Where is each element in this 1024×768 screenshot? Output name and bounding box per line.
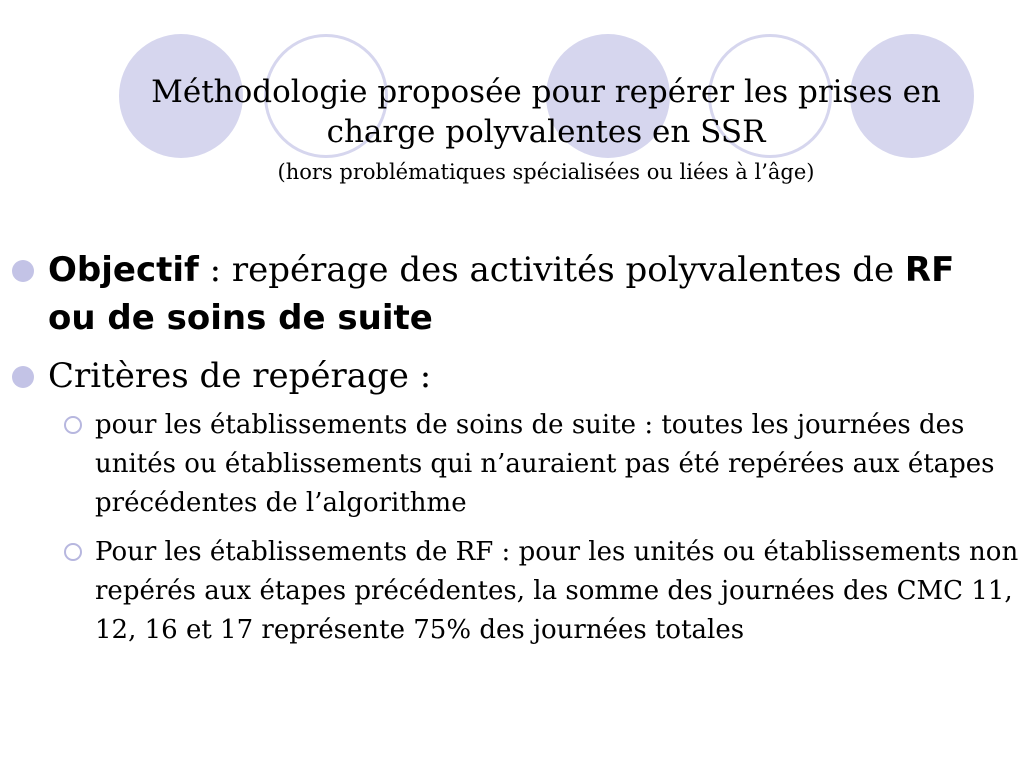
subbullet-soins-suite [64,406,1024,523]
subbullet-text: Pour les établissements de RF : pour les unités ou établissements non repérés aux étapes précédentes, la somme des journées des CMC 11, 12, 16 et 17 représente 75% des journées totales [95,537,1019,645]
bullet-sep: : repérage des activités polyvalentes de [198,250,905,290]
subbullet-text: pour les établissements de soins de suite : toutes les journées des unités ou établissements qui n’auraient pas été repérées aux étapes précédentes de l’algorithme [95,410,995,518]
bullet-objectif [12,246,1012,342]
bullet-tail: RF ou de soins de suite [48,250,955,338]
bullet-criteres [12,352,1012,400]
bullet-label: Objectif [48,250,199,290]
bullet-ring-icon [64,416,82,434]
bullet-text [48,246,1012,342]
bullet-dot-icon [12,260,34,282]
bullet-text: Critères de repérage : [48,356,432,396]
slide-title: Méthodologie proposée pour repérer les prises en charge polyvalentes en SSR [151,74,941,150]
subbullet-rf [64,533,1024,650]
slide-subtitle: (hors problématiques spécialisées ou liées à l’âge) [277,160,815,184]
bullet-dot-icon [12,366,34,388]
bullet-ring-icon [64,543,82,561]
